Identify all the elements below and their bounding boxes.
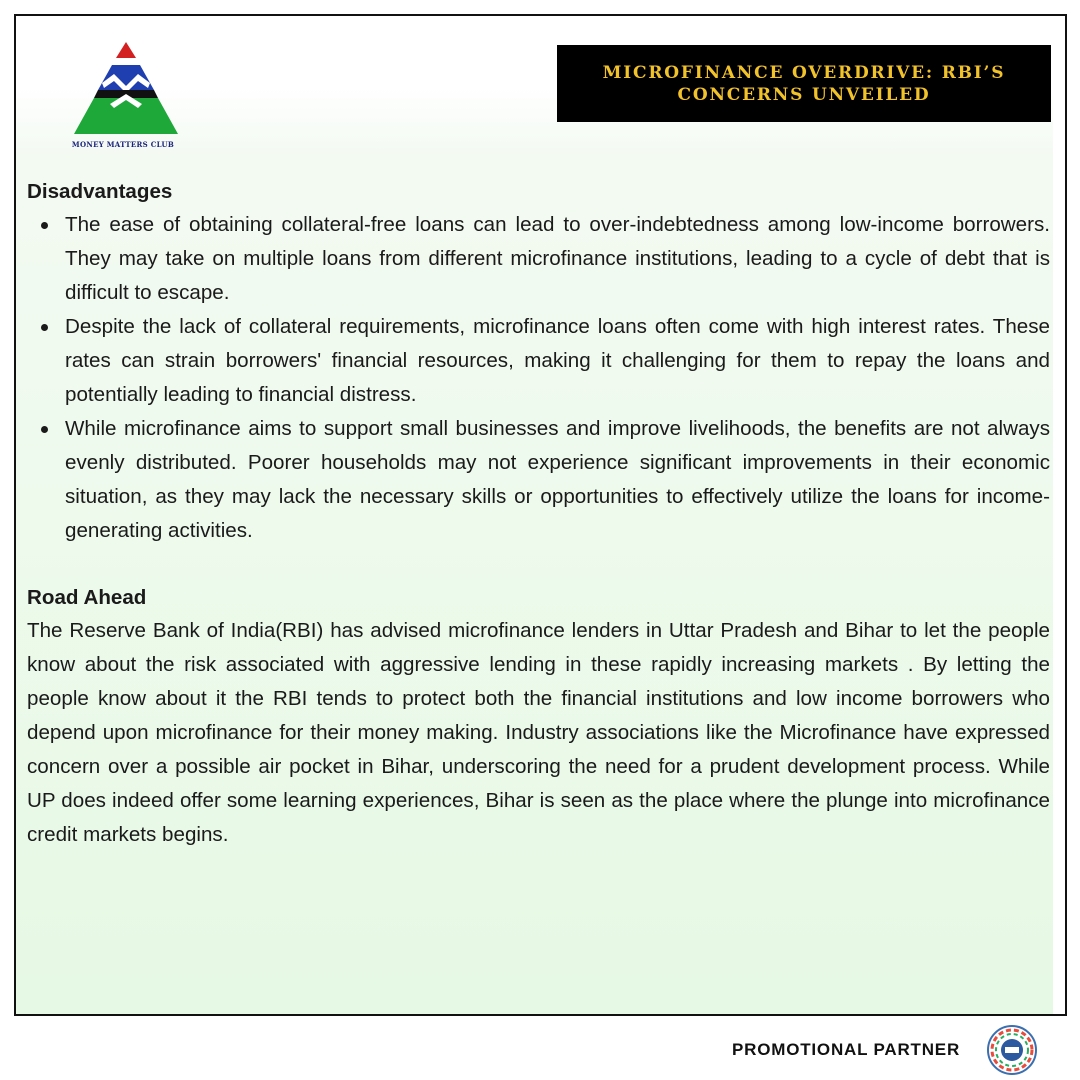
- promotional-partner-label: PROMOTIONAL PARTNER: [732, 1040, 961, 1059]
- money-matters-club-logo-icon: [66, 38, 186, 148]
- section-gap: [27, 548, 1050, 582]
- article-content: [27, 176, 1050, 852]
- page-title-line-1: MICROFINANCE OVERDRIVE: RBI’S: [602, 62, 1006, 83]
- disadvantages-heading: Disadvantages: [27, 180, 173, 203]
- logo-text: MONEY MATTERS CLUB: [71, 140, 175, 149]
- page-frame: [14, 14, 1067, 1016]
- list-item: The ease of obtaining collateral-free loans can lead to over-indebtedness among low-income borrowers. They may take on multiple loans from different microfinance institutions, leading to a cycle of debt that is difficult to escape.: [27, 208, 1050, 310]
- frame-right-strip: [1053, 16, 1065, 1014]
- road-ahead-paragraph: The Reserve Bank of India(RBI) has advised microfinance lenders in Uttar Pradesh and Bihar to let the people know about the risk associated with aggressive lending in these rapidly increasing markets . By letting the people know about it the RBI tends to protect both the financial institutions and low income borrowers who depend upon microfinance for their money making. Industry associations like the Microfinance have expressed concern over a possible air pocket in Bihar, underscoring the need for a prudent development process. While UP does indeed offer some learning experiences, Bihar is seen as the place where the plunge into microfinance credit markets begins.: [27, 619, 1050, 846]
- road-ahead-heading: Road Ahead: [27, 586, 147, 609]
- title-box: [557, 45, 1051, 122]
- list-item: While microfinance aims to support small businesses and improve livelihoods, the benefits are not always evenly distributed. Poorer households may not experience significant improvements in their economic situation, as they may lack the necessary skills or opportunities to effectively utilize the loans for income-generating activities.: [27, 412, 1050, 548]
- disadvantages-list: [27, 208, 1050, 548]
- list-item: Despite the lack of collateral requirements, microfinance loans often come with high interest rates. These rates can strain borrowers' financial resources, making it challenging for them to repay the loans and potentially leading to financial distress.: [27, 310, 1050, 412]
- page-title: [603, 62, 1006, 106]
- page-title-line-2: CONCERNS UNVEILED: [677, 84, 931, 105]
- partner-logo-icon: [986, 1024, 1038, 1076]
